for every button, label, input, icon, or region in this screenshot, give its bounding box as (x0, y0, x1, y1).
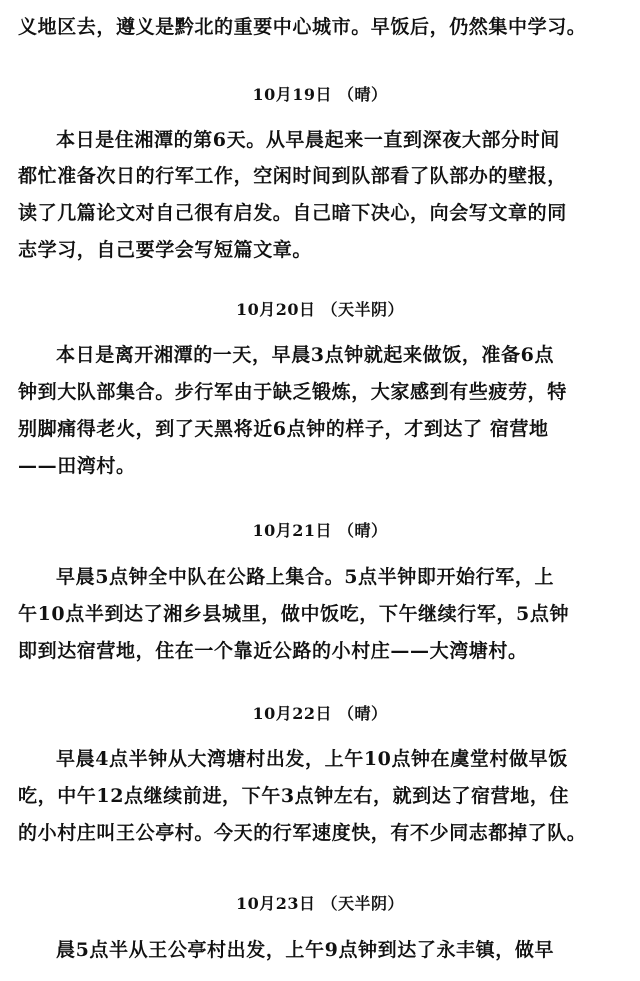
paragraph-line: 午10点半到达了湘乡县城里，做中饭吃，下午继续行军，5点钟 (18, 603, 570, 625)
paragraph-line: 的小村庄叫王公亭村。今天的行军速度快，有不少同志都掉了队。 (18, 822, 587, 844)
paragraph-line: 吃，中午12点继续前进，下午3点钟左右，就到达了宿营地，住 (18, 785, 570, 807)
entry-date: 10月19日 （晴） (252, 85, 388, 104)
paragraph-line: 即到达宿营地，住在一个靠近公路的小村庄——大湾塘村。 (18, 640, 528, 662)
paragraph-line: 钟到大队部集合。步行军由于缺乏锻炼，大家感到有些疲劳，特 (18, 381, 567, 403)
paragraph-line: 晨5点半从王公亭村出发，上午9点钟到达了永丰镇，做早 (56, 939, 555, 961)
paragraph-line: 本日是离开湘潭的一天，早晨3点钟就起来做饭，准备6点 (56, 344, 555, 366)
intro-line: 义地区去，遵义是黔北的重要中心城市。早饭后，仍然集中学习。 (18, 16, 587, 38)
entry-date: 10月20日 （天半阴） (235, 300, 405, 319)
paragraph-line: 都忙准备次日的行军工作，空闲时间到队部看了队部办的壁报， (18, 165, 567, 187)
paragraph-line: 本日是住湘潭的第6天。从早晨起来一直到深夜大部分时间 (56, 129, 560, 151)
paragraph-line: 早晨4点半钟从大湾塘村出发，上午10点钟在虞堂村做早饭 (56, 748, 568, 770)
paragraph-line: 早晨5点钟全中队在公路上集合。5点半钟即开始行军，上 (56, 566, 555, 588)
entry-date: 10月21日 （晴） (252, 521, 388, 540)
entry-date: 10月22日 （晴） (252, 704, 388, 723)
paragraph-line: 别脚痛得老火，到了天黑将近6点钟的样子，才到达了 宿营地 (18, 418, 549, 440)
paragraph-line: ——田湾村。 (18, 455, 136, 477)
paragraph-line: 志学习，自己要学会写短篇文章。 (18, 239, 313, 261)
entry-date: 10月23日 （天半阴） (235, 894, 405, 913)
paragraph-line: 读了几篇论文对自己很有启发。自己暗下决心，向会写文章的同 (18, 202, 567, 224)
